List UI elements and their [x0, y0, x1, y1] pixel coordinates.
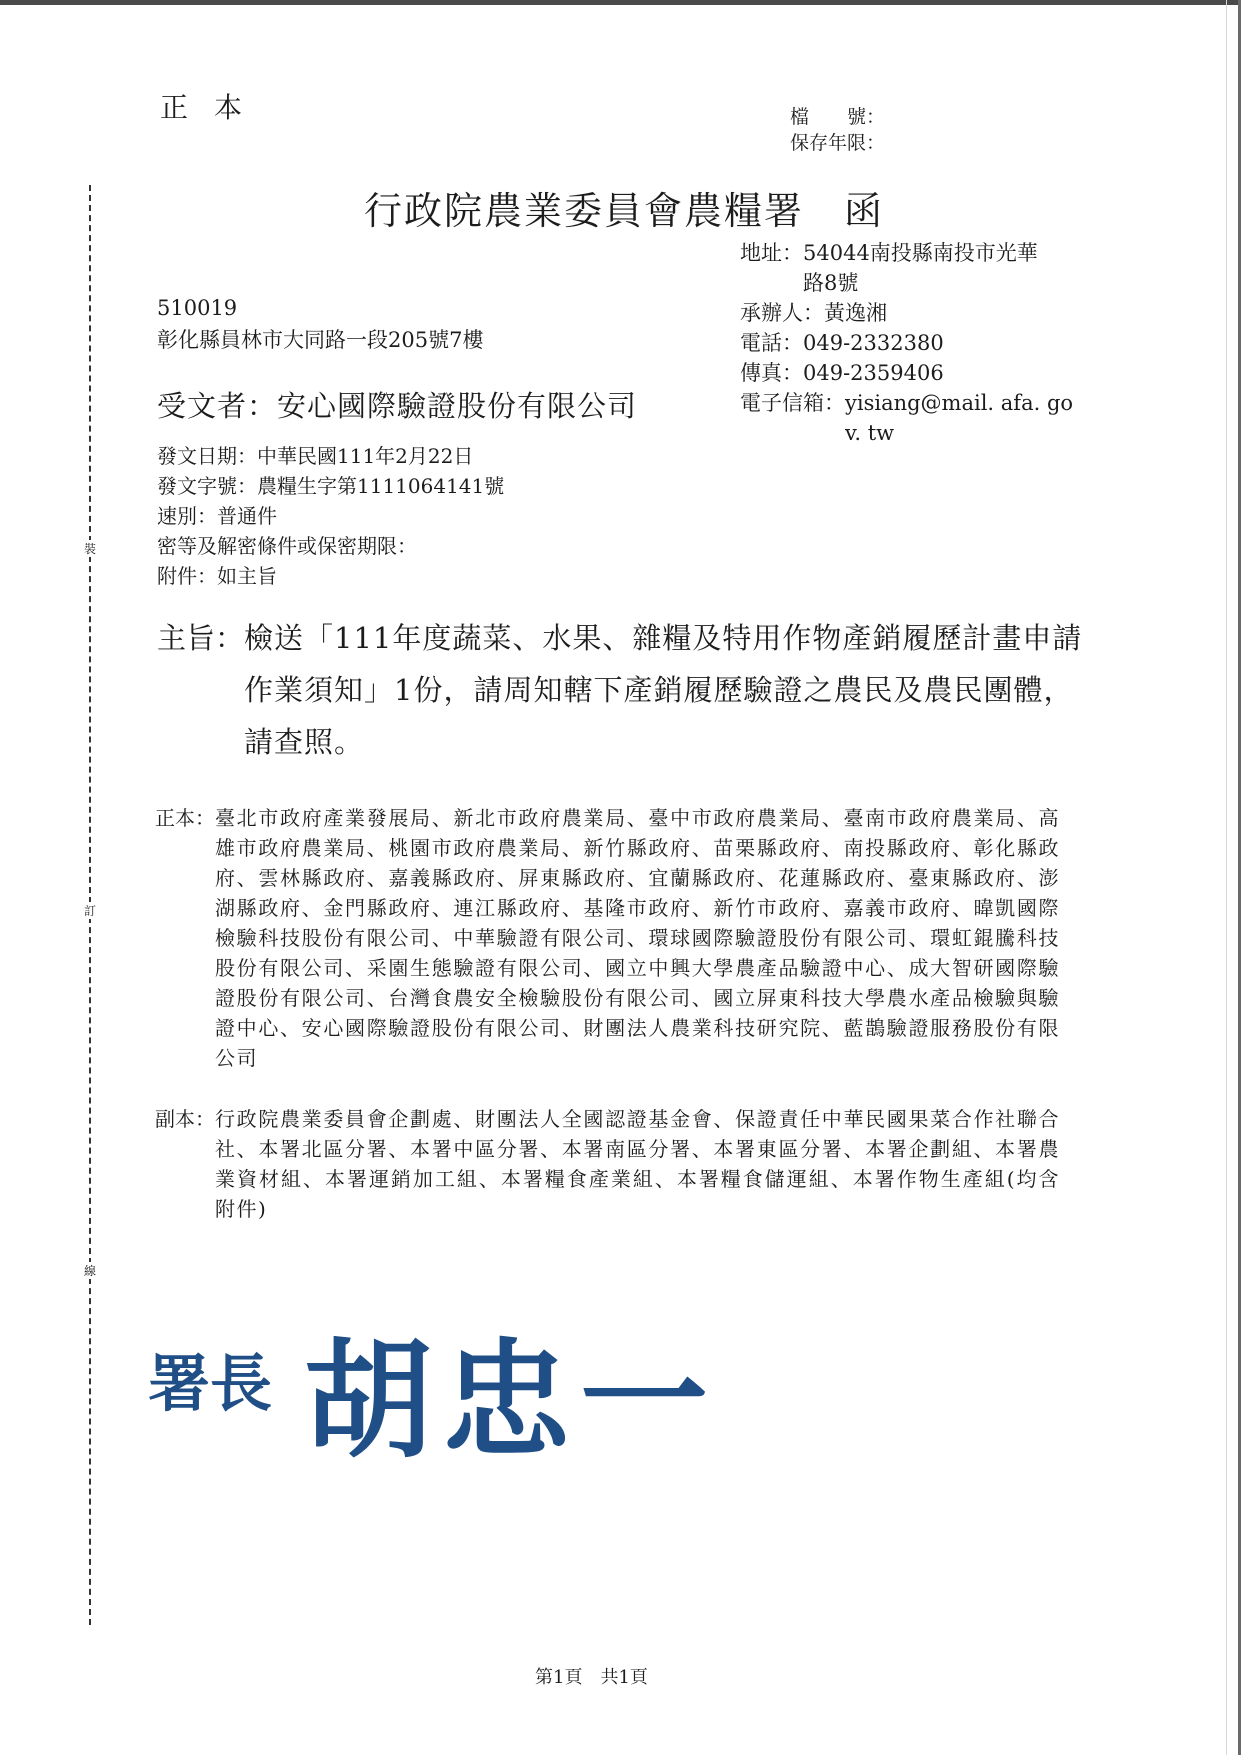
document-number: 發文字號：農糧生字第1111064141號 [157, 474, 505, 498]
addressee: 受文者：安心國際驗證股份有限公司 [157, 389, 638, 423]
confidentiality: 密等及解密條件或保密期限： [157, 534, 417, 558]
scan-edge-top [0, 0, 1241, 5]
retention-label: 保存年限： [790, 132, 886, 154]
speed-class: 速別：普通件 [157, 504, 277, 528]
phone-number: 049-2332380 [803, 331, 944, 355]
main-distribution-list: 臺北市政府產業發展局、新北市政府農業局、臺中市政府農業局、臺南市政府農業局、高雄市政府農業局、桃園市政府農業局、新竹縣政府、苗栗縣政府、南投縣政府、彰化縣政府、雲林縣政府、嘉義縣政府、屏東縣政府、宜蘭縣政府、花蓮縣政府、臺東縣政府、澎湖縣政府、金門縣政府、連江縣政府、基隆市政府、新竹市政府、嘉義市政府、暐凱國際檢驗科技股份有限公司、中華驗證有限公司、環球國際驗證股份有限公司、環虹錕騰科技股份有限公司、采園生態驗證有限公司、國立中興大學農產品驗證中心、成大智研國際驗證股份有限公司、台灣食農安全檢驗股份有限公司、國立屏東科技大學農水產品檢驗與驗證中心、安心國際驗證股份有限公司、財團法人農業科技研究院、藍鵲驗證服務股份有限公司 [215, 806, 1060, 1070]
cc-distribution-label: 副本： [155, 1107, 215, 1131]
handler-row [740, 298, 1080, 328]
recipient-postal-code: 510019 [157, 296, 238, 320]
cc-distribution [155, 1104, 1060, 1224]
email-label: 電子信箱： [740, 391, 845, 415]
copy-mark: 正本 [160, 91, 269, 124]
sender-address: 54044南投縣南投市光華路8號 [803, 241, 1038, 295]
subject [157, 612, 1097, 768]
recipient-address: 彰化縣員林市大同路一段205號7樓 [157, 328, 484, 352]
phone-row [740, 328, 1080, 358]
fax-row [740, 358, 1080, 388]
document-meta [157, 441, 504, 591]
main-distribution-label: 正本： [155, 806, 215, 830]
file-number-label: 檔 號： [790, 106, 886, 128]
page-footer: 第1頁 共1頁 [535, 1667, 648, 1688]
signature-name: 胡忠一 [304, 1327, 719, 1476]
cc-distribution-list: 行政院農業委員會企劃處、財團法人全國認證基金會、保證責任中華民國果菜合作社聯合社、本署北區分署、本署中區分署、本署南區分署、本署東區分署、本署企劃組、本署農業資材組、本署運銷加工組、本署糧食產業組、本署糧食儲運組、本署作物生產組(均含附件) [215, 1107, 1060, 1221]
binding-mark-xian: 線 [83, 1264, 96, 1278]
attachment: 附件：如主旨 [157, 564, 277, 588]
document-title: 行政院農業委員會農糧署 函 [364, 189, 885, 233]
sender-address-row [740, 238, 1080, 298]
fax-label: 傳真： [740, 361, 803, 385]
sender-info [740, 238, 1080, 448]
sender-address-label: 地址： [740, 241, 803, 265]
signature-title: 署長 [148, 1347, 273, 1420]
main-distribution [155, 803, 1060, 1073]
fax-number: 049-2359406 [803, 361, 944, 385]
email-address: yisiang@mail. afa. gov. tw [845, 391, 1074, 445]
binding-mark-ding: 訂 [83, 904, 96, 918]
subject-label: 主旨： [157, 621, 245, 655]
binding-mark-zhuang: 裝 [83, 542, 96, 556]
handler-name: 黃逸湘 [824, 301, 887, 325]
recipient-address-block [157, 292, 483, 356]
subject-text: 檢送「111年度蔬菜、水果、雜糧及特用作物產銷履歷計畫申請作業須知」1份，請周知轄下產銷履歷驗證之農民及農民團體，請查照。 [244, 621, 1083, 759]
issue-date: 發文日期：中華民國111年2月22日 [157, 444, 474, 468]
handler-label: 承辦人： [740, 301, 824, 325]
file-info [790, 104, 885, 156]
phone-label: 電話： [740, 331, 803, 355]
scan-edge-shadow [1226, 0, 1227, 1755]
email-row [740, 388, 1080, 448]
